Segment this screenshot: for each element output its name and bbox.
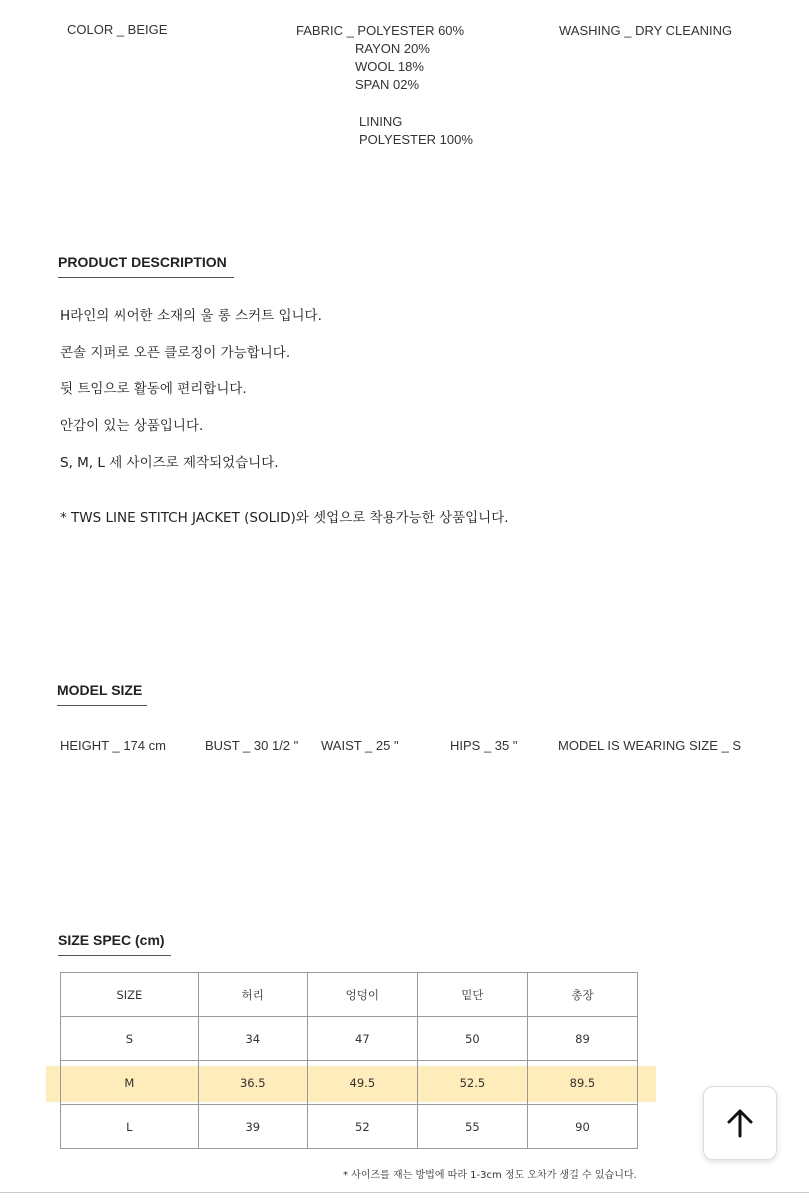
washing-label: WASHING _ DRY CLEANING bbox=[559, 23, 733, 38]
model-hips: HIPS _ 35 " bbox=[450, 738, 518, 753]
table-cell: 47 bbox=[307, 1017, 417, 1061]
header-hem: 밑단 bbox=[417, 973, 527, 1017]
table-row-highlighted bbox=[61, 1061, 638, 1105]
lining-value: POLYESTER 100% bbox=[359, 132, 473, 147]
scroll-to-top-button[interactable] bbox=[703, 1086, 777, 1160]
description-line-4: 안감이 있는 상품입니다. bbox=[60, 418, 204, 434]
description-line-2: 콘솔 지퍼로 오픈 클로징이 가능합니다. bbox=[60, 345, 291, 361]
lining-label: LINING bbox=[359, 114, 403, 129]
model-waist: WAIST _ 25 " bbox=[321, 738, 399, 753]
table-cell: 34 bbox=[198, 1017, 307, 1061]
header-hip: 엉덩이 bbox=[307, 973, 417, 1017]
table-cell: 90 bbox=[527, 1105, 637, 1149]
color-label: COLOR _ BEIGE bbox=[67, 22, 168, 37]
header-size: SIZE bbox=[61, 973, 199, 1017]
size-spec-table bbox=[60, 972, 638, 1149]
model-bust: BUST _ 30 1/2 " bbox=[205, 738, 299, 753]
size-footnote: * 사이즈를 재는 방법에 따라 1-3cm 정도 오차가 생길 수 있습니다. bbox=[343, 1170, 637, 1181]
fabric-rayon: RAYON 20% bbox=[355, 41, 430, 56]
fabric-label: FABRIC _ POLYESTER 60% bbox=[296, 23, 465, 38]
fabric-wool: WOOL 18% bbox=[355, 59, 424, 74]
table-header-row bbox=[61, 973, 638, 1017]
table-cell: M bbox=[61, 1061, 199, 1105]
table-cell: 89 bbox=[527, 1017, 637, 1061]
table-cell: 52 bbox=[307, 1105, 417, 1149]
fabric-span: SPAN 02% bbox=[355, 77, 420, 92]
page-bottom-divider bbox=[0, 1192, 809, 1193]
description-line-1: H라인의 씨어한 소재의 울 롱 스커트 입니다. bbox=[60, 308, 322, 324]
table-cell: 50 bbox=[417, 1017, 527, 1061]
header-waist: 허리 bbox=[198, 973, 307, 1017]
table-cell: 39 bbox=[198, 1105, 307, 1149]
model-height: HEIGHT _ 174 cm bbox=[60, 738, 166, 753]
table-cell: 36.5 bbox=[198, 1061, 307, 1105]
table-cell: 49.5 bbox=[307, 1061, 417, 1105]
table-row bbox=[61, 1017, 638, 1061]
product-description-title: PRODUCT DESCRIPTION bbox=[58, 254, 234, 278]
size-spec-title: SIZE SPEC (cm) bbox=[58, 932, 171, 956]
table-cell: 52.5 bbox=[417, 1061, 527, 1105]
description-note: * TWS LINE STITCH JACKET (SOLID)와 셋업으로 착용가능한 상품입니다. bbox=[60, 510, 509, 526]
description-line-3: 뒷 트임으로 활동에 편리합니다. bbox=[60, 381, 247, 397]
model-wearing-size: MODEL IS WEARING SIZE _ S bbox=[558, 738, 741, 753]
table-cell: 55 bbox=[417, 1105, 527, 1149]
description-line-5: S, M, L 세 사이즈로 제작되었습니다. bbox=[60, 455, 279, 471]
arrow-up-icon bbox=[724, 1107, 756, 1139]
table-cell: S bbox=[61, 1017, 199, 1061]
table-row bbox=[61, 1105, 638, 1149]
table-cell: 89.5 bbox=[527, 1061, 637, 1105]
table-cell: L bbox=[61, 1105, 199, 1149]
model-size-title: MODEL SIZE bbox=[57, 682, 147, 706]
header-length: 총장 bbox=[527, 973, 637, 1017]
